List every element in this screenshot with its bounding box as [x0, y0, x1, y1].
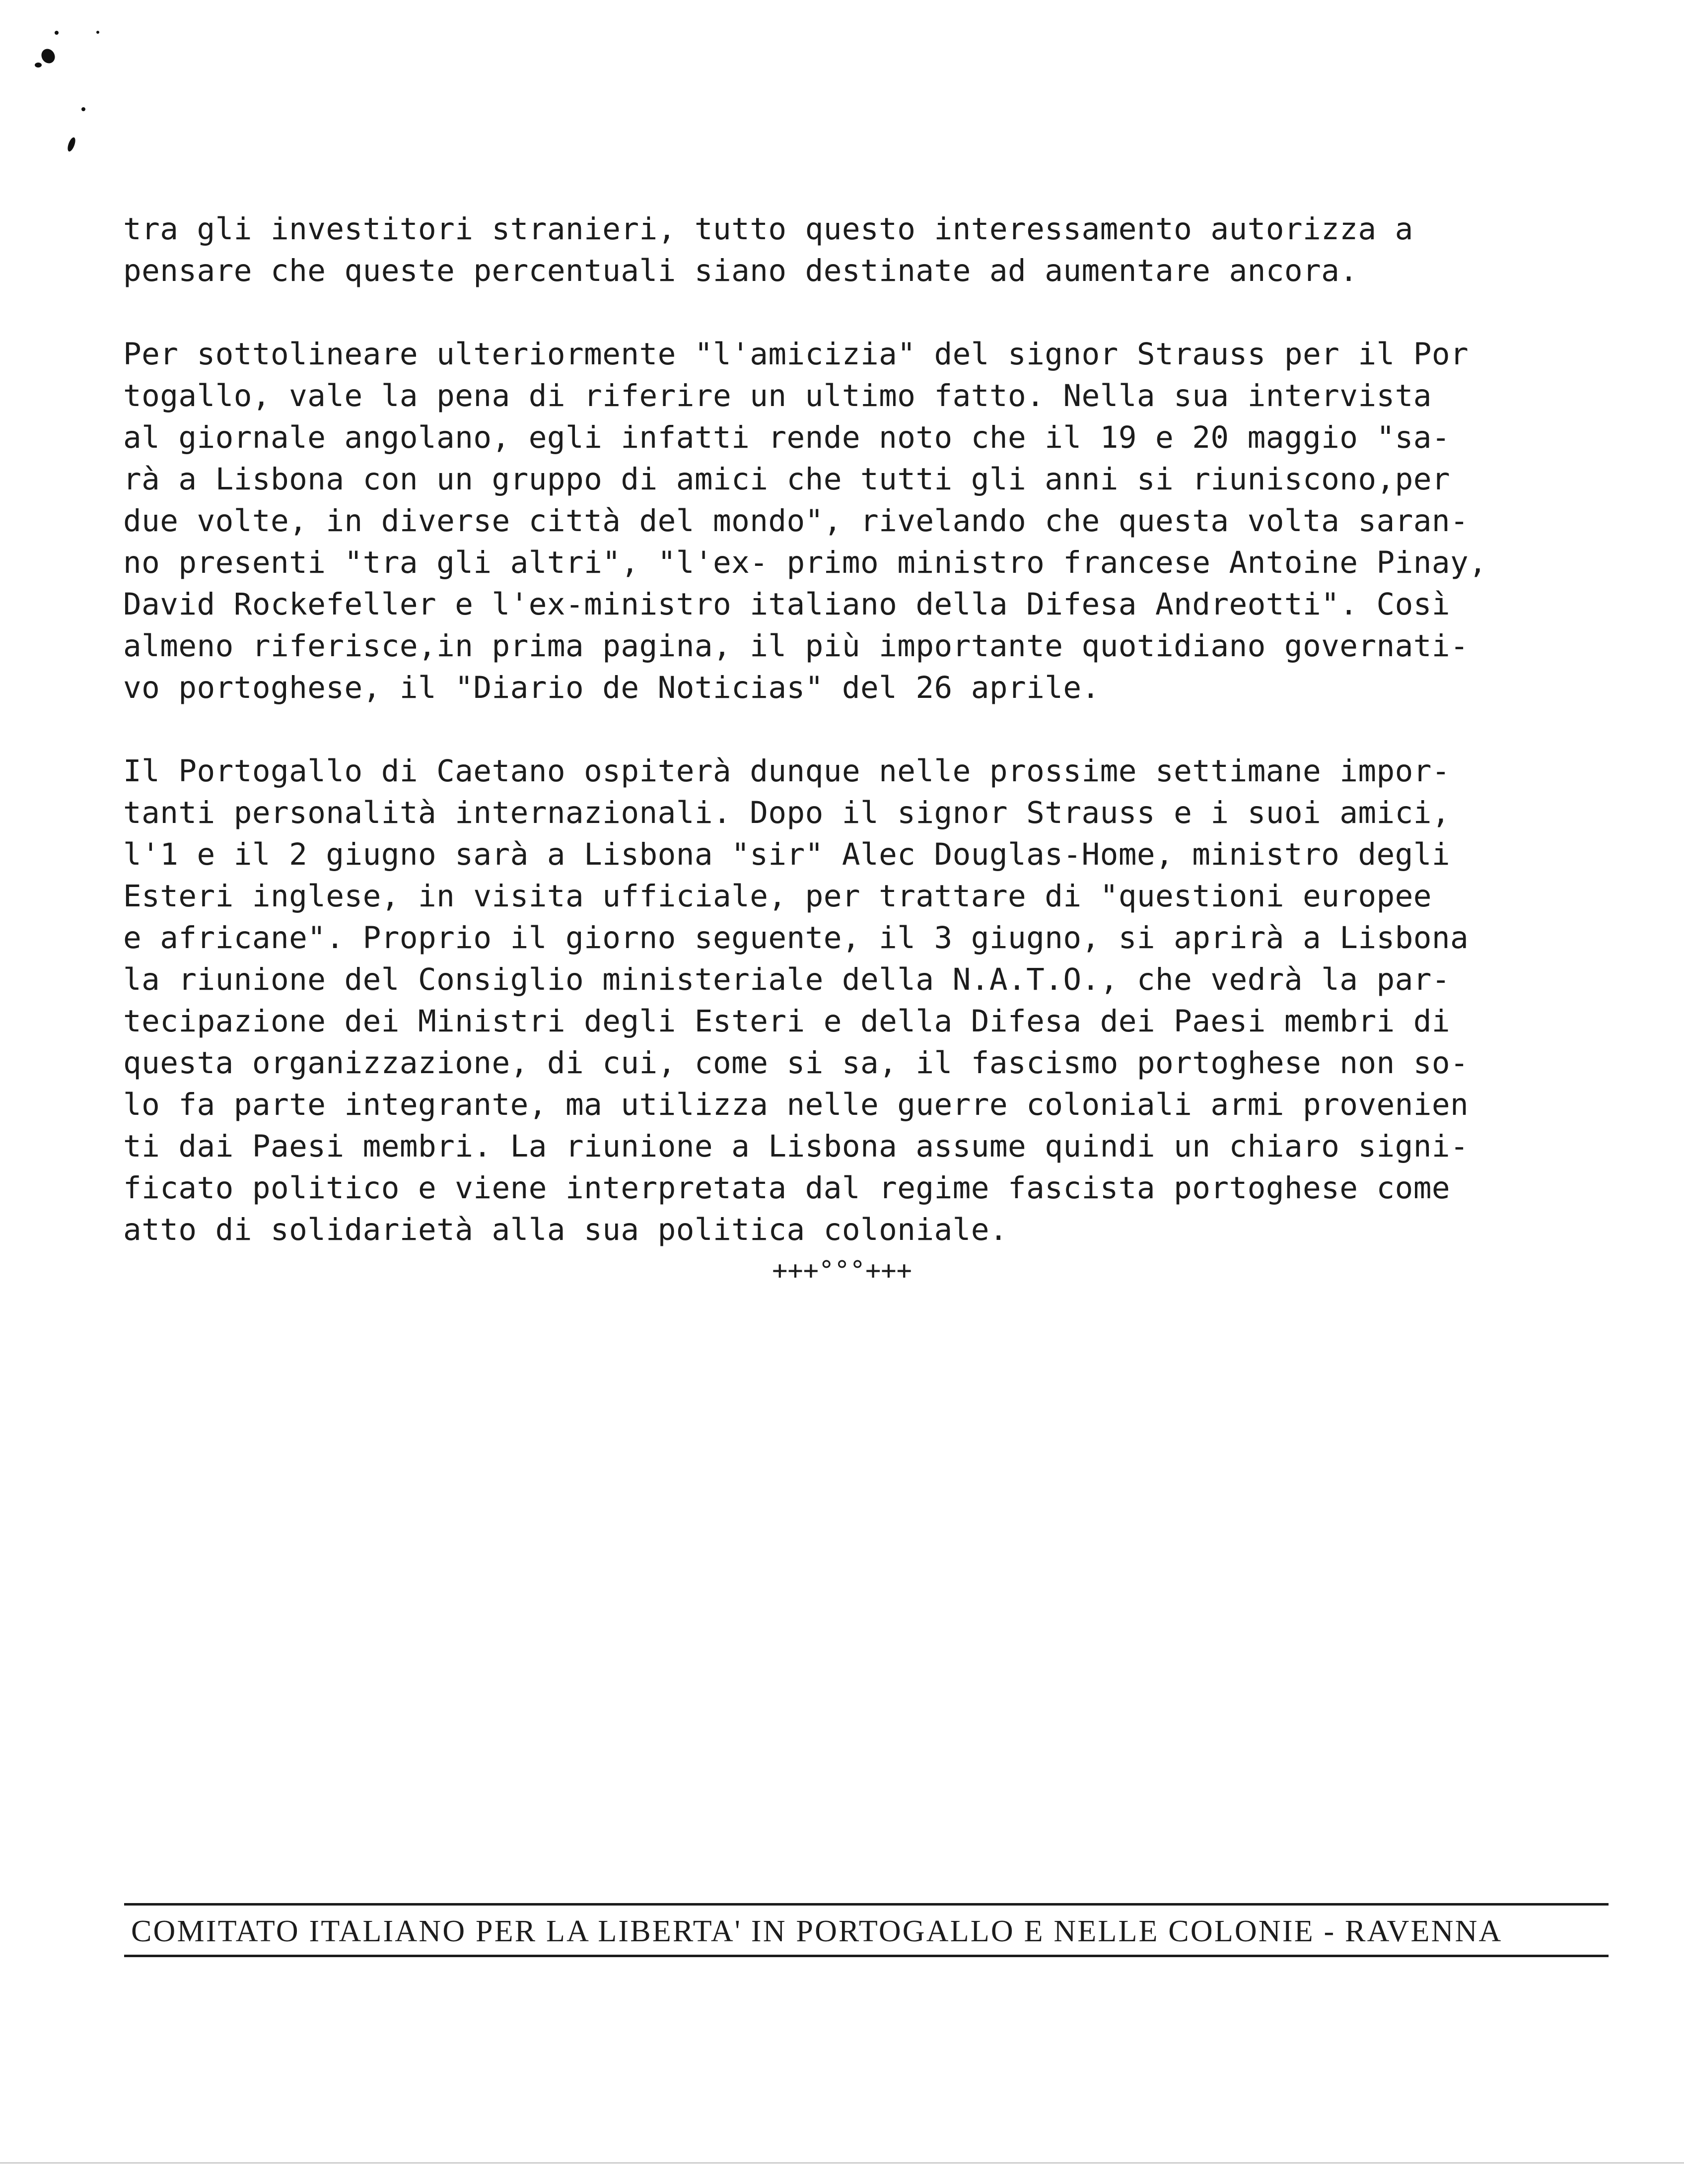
- text-line: l'1 e il 2 giugno sarà a Lisbona "sir" Alec Douglas-Home, ministro degli: [123, 837, 1451, 872]
- footer: [124, 1903, 1609, 1959]
- text-line: tra gli investitori stranieri, tutto questo interessamento autorizza a: [123, 211, 1413, 247]
- text-line: David Rockefeller e l'ex-ministro italiano della Difesa Andreotti". Così: [123, 587, 1451, 622]
- ink-mark: [39, 47, 58, 66]
- footer-bottom-rule: [124, 1955, 1609, 1957]
- ink-mark: [66, 136, 77, 152]
- ink-mark: [35, 63, 42, 68]
- text-line: tecipazione dei Ministri degli Esteri e della Difesa dei Paesi membri di: [123, 1004, 1451, 1039]
- text-line: almeno riferisce,in prima pagina, il più importante quotidiano governati-: [123, 628, 1469, 664]
- text-line: no presenti "tra gli altri", "l'ex- primo ministro francese Antoine Pinay,: [123, 545, 1487, 580]
- text-line: due volte, in diverse città del mondo", rivelando che questa volta saran-: [123, 503, 1469, 539]
- text-line: pensare che queste percentuali siano destinate ad aumentare ancora.: [123, 253, 1358, 288]
- footer-top-rule: [124, 1903, 1609, 1906]
- ink-mark: [96, 31, 99, 34]
- page-edge: [0, 2162, 1684, 2164]
- paragraph: [123, 334, 1593, 709]
- ink-mark: [81, 107, 85, 111]
- paragraph: [123, 751, 1593, 1251]
- text-line: Per sottolineare ulteriormente "l'amicizia" del signor Strauss per il Por: [123, 337, 1469, 372]
- ink-mark: [55, 31, 59, 35]
- text-line: e africane". Proprio il giorno seguente, il 3 giugno, si aprirà a Lisbona: [123, 920, 1469, 956]
- text-line: questa organizzazione, di cui, come si sa, il fascismo portoghese non so-: [123, 1045, 1469, 1081]
- text-line: tanti personalità internazionali. Dopo il signor Strauss e i suoi amici,: [123, 795, 1451, 830]
- text-line: vo portoghese, il "Diario de Noticias" del 26 aprile.: [123, 670, 1100, 705]
- text-line: la riunione del Consiglio ministeriale della N.A.T.O., che vedrà la par-: [123, 962, 1451, 997]
- text-line: ficato politico e viene interpretata dal regime fascista portoghese come: [123, 1170, 1451, 1206]
- text-line: Il Portogallo di Caetano ospiterà dunque nelle prossime settimane impor-: [123, 753, 1451, 789]
- text-line: ti dai Paesi membri. La riunione a Lisbona assume quindi un chiaro signi-: [123, 1129, 1469, 1164]
- footer-organization: COMITATO ITALIANO PER LA LIBERTA' IN PORTOGALLO E NELLE COLONIE - RAVENNA: [131, 1914, 1503, 1948]
- paragraph: [123, 208, 1593, 292]
- text-line: atto di solidarietà alla sua politica coloniale.: [123, 1212, 1008, 1247]
- text-line: Esteri inglese, in visita ufficiale, per trattare di "questioni europee: [123, 879, 1432, 914]
- section-separator: +++°°°+++: [772, 1256, 912, 1286]
- body-text: [123, 208, 1593, 1293]
- text-line: al giornale angolano, egli infatti rende noto che il 19 e 20 maggio "sa-: [123, 420, 1451, 455]
- text-line: togallo, vale la pena di riferire un ultimo fatto. Nella sua intervista: [123, 378, 1432, 413]
- text-line: rà a Lisbona con un gruppo di amici che tutti gli anni si riuniscono,per: [123, 462, 1451, 497]
- text-line: lo fa parte integrante, ma utilizza nelle guerre coloniali armi provenien: [123, 1087, 1469, 1122]
